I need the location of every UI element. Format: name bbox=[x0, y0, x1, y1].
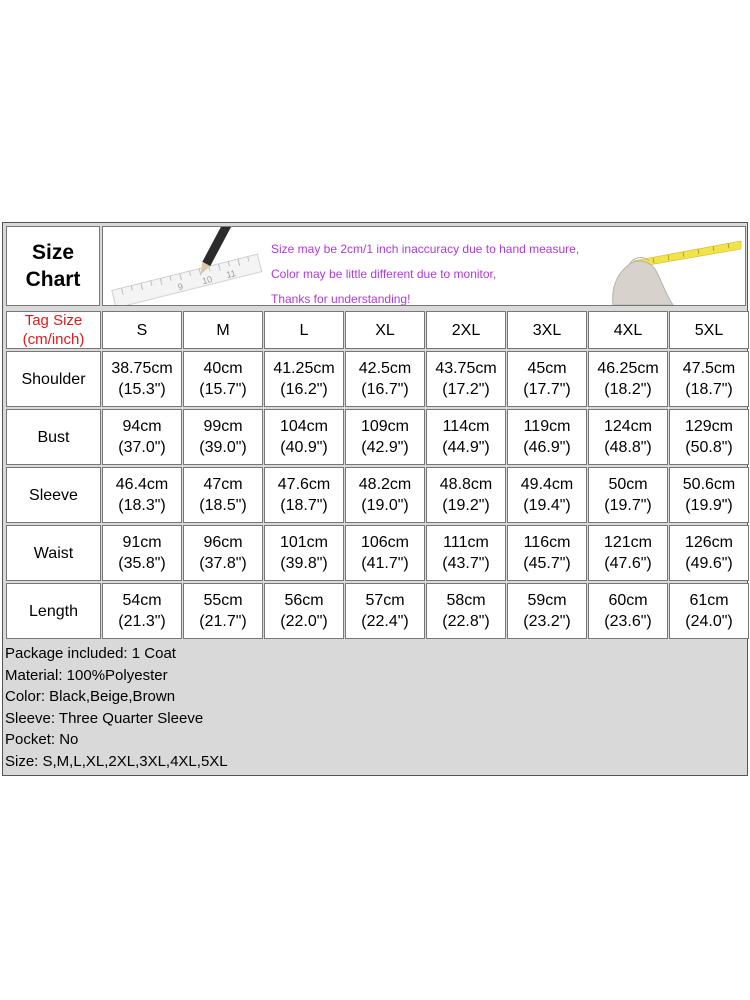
value-cm: 91cm bbox=[122, 534, 162, 551]
value-inch: (48.8") bbox=[604, 439, 652, 456]
value-cm: 45cm bbox=[527, 360, 567, 377]
measure-cell bbox=[102, 351, 182, 407]
measure-cell bbox=[669, 583, 749, 639]
value-inch: (19.7") bbox=[604, 497, 652, 514]
measure-cell bbox=[183, 583, 263, 639]
measure-row-waist bbox=[6, 525, 750, 583]
value-cm: 109cm bbox=[360, 418, 410, 435]
measure-cell bbox=[102, 525, 182, 581]
value-inch: (18.7") bbox=[685, 381, 733, 398]
info-pocket: Pocket: No bbox=[5, 731, 79, 748]
value-inch: (16.2") bbox=[280, 381, 328, 398]
measure-cell bbox=[426, 409, 506, 465]
note-color: Color may be little different due to monitor, bbox=[271, 267, 497, 281]
measure-cell bbox=[264, 467, 344, 523]
value-inch: (22.8") bbox=[442, 613, 490, 630]
measure-cell bbox=[426, 467, 506, 523]
tag-size-label bbox=[6, 311, 101, 349]
value-inch: (49.6") bbox=[685, 555, 733, 572]
value-cm: 48.2cm bbox=[358, 476, 412, 493]
value-inch: (23.6") bbox=[604, 613, 652, 630]
value-inch: (24.0") bbox=[685, 613, 733, 630]
value-cm: 57cm bbox=[365, 592, 405, 609]
value-cm: 50cm bbox=[608, 476, 648, 493]
measurement-banner bbox=[102, 226, 746, 306]
measure-cell bbox=[588, 351, 668, 407]
value-cm: 119cm bbox=[523, 418, 571, 435]
value-cm: 46.25cm bbox=[597, 360, 659, 377]
size-header-l: L bbox=[264, 311, 344, 349]
measure-cell bbox=[345, 467, 425, 523]
value-inch: (16.7") bbox=[361, 381, 409, 398]
ruler-number: 11 bbox=[225, 268, 237, 281]
measure-label: Shoulder bbox=[6, 351, 101, 407]
value-inch: (46.9") bbox=[523, 439, 571, 456]
chart-title-line-1: Size bbox=[31, 241, 75, 264]
value-cm: 101cm bbox=[279, 534, 329, 551]
value-inch: (19.4") bbox=[523, 497, 571, 514]
value-inch: (43.7") bbox=[442, 555, 490, 572]
value-inch: (39.8") bbox=[280, 555, 328, 572]
value-cm: 43.75cm bbox=[435, 360, 497, 377]
note-accuracy: Size may be 2cm/1 inch inaccuracy due to hand measure, bbox=[271, 242, 580, 256]
info-sleeve: Sleeve: Three Quarter Sleeve bbox=[5, 709, 204, 727]
value-cm: 54cm bbox=[122, 592, 162, 609]
measure-cell bbox=[183, 467, 263, 523]
value-cm: 99cm bbox=[203, 418, 243, 435]
measure-label: Waist bbox=[6, 525, 101, 581]
value-inch: (40.9") bbox=[280, 439, 328, 456]
measure-label: Length bbox=[6, 583, 101, 639]
value-inch: (37.0") bbox=[118, 439, 166, 456]
value-inch: (21.7") bbox=[199, 613, 247, 630]
value-cm: 96cm bbox=[203, 534, 243, 551]
measure-cell bbox=[183, 409, 263, 465]
measure-label: Bust bbox=[6, 409, 101, 465]
value-inch: (39.0") bbox=[199, 439, 247, 456]
value-inch: (21.3") bbox=[118, 613, 166, 630]
info-package: Package included: 1 Coat bbox=[5, 645, 176, 662]
hand-tape-illustration bbox=[603, 227, 743, 305]
value-cm: 41.25cm bbox=[273, 360, 335, 377]
value-cm: 59cm bbox=[527, 592, 567, 609]
measure-cell bbox=[345, 583, 425, 639]
measure-cell bbox=[588, 525, 668, 581]
chart-title bbox=[6, 226, 100, 306]
measure-row-bust bbox=[6, 409, 750, 467]
value-inch: (35.8") bbox=[118, 555, 166, 572]
size-header-4xl: 4XL bbox=[588, 311, 668, 349]
value-inch: (50.8") bbox=[685, 439, 733, 456]
ruler-number: 10 bbox=[201, 274, 214, 287]
value-cm: 94cm bbox=[122, 418, 162, 435]
size-header-2xl: 2XL bbox=[426, 311, 506, 349]
value-inch: (15.7") bbox=[199, 381, 247, 398]
measure-cell bbox=[345, 525, 425, 581]
measure-cell bbox=[507, 467, 587, 523]
measure-cell bbox=[264, 409, 344, 465]
size-header-xl: XL bbox=[345, 311, 425, 349]
value-cm: 116cm bbox=[523, 534, 571, 551]
info-sizes: Size: S,M,L,XL,2XL,3XL,4XL,5XL bbox=[5, 752, 228, 770]
measure-cell bbox=[345, 351, 425, 407]
measure-cell bbox=[588, 409, 668, 465]
measure-cell bbox=[669, 409, 749, 465]
value-cm: 111cm bbox=[443, 534, 489, 551]
info-material: Material: 100%Polyester bbox=[5, 666, 168, 684]
measure-cell bbox=[507, 351, 587, 407]
value-cm: 124cm bbox=[603, 418, 653, 435]
measure-cell bbox=[102, 409, 182, 465]
measure-cell bbox=[669, 525, 749, 581]
value-inch: (22.4") bbox=[361, 613, 409, 630]
value-cm: 56cm bbox=[284, 592, 324, 609]
measure-cell bbox=[588, 583, 668, 639]
value-cm: 47.6cm bbox=[277, 476, 331, 493]
tag-size-unit: (cm/inch) bbox=[22, 331, 85, 348]
value-cm: 47cm bbox=[203, 476, 243, 493]
value-cm: 48.8cm bbox=[439, 476, 493, 493]
value-inch: (15.3") bbox=[118, 381, 166, 398]
measure-cell bbox=[264, 583, 344, 639]
value-inch: (18.7") bbox=[280, 497, 328, 514]
value-inch: (19.2") bbox=[442, 497, 490, 514]
value-inch: (22.0") bbox=[280, 613, 328, 630]
value-cm: 104cm bbox=[279, 418, 329, 435]
info-color: Color: Black,Beige,Brown bbox=[5, 688, 176, 705]
value-cm: 46.4cm bbox=[115, 476, 169, 493]
value-inch: (47.6") bbox=[604, 555, 652, 572]
size-chart bbox=[2, 222, 748, 776]
measure-cell bbox=[345, 409, 425, 465]
value-cm: 60cm bbox=[608, 592, 648, 609]
chart-title-line-2: Chart bbox=[25, 268, 81, 291]
value-cm: 58cm bbox=[446, 592, 486, 609]
value-cm: 106cm bbox=[360, 534, 410, 551]
measure-cell bbox=[507, 583, 587, 639]
value-inch: (44.9") bbox=[442, 439, 490, 456]
value-inch: (41.7") bbox=[361, 555, 409, 572]
value-inch: (42.9") bbox=[361, 439, 409, 456]
value-cm: 114cm bbox=[442, 418, 490, 435]
size-header-s: S bbox=[102, 311, 182, 349]
value-cm: 121cm bbox=[603, 534, 653, 551]
value-inch: (23.2") bbox=[523, 613, 571, 630]
ruler-number: 9 bbox=[176, 281, 185, 293]
value-inch: (17.2") bbox=[442, 381, 490, 398]
size-header-3xl: 3XL bbox=[507, 311, 587, 349]
pencil-ruler-illustration bbox=[107, 227, 267, 305]
measure-cell bbox=[426, 583, 506, 639]
measure-cell bbox=[507, 525, 587, 581]
value-inch: (17.7") bbox=[523, 381, 571, 398]
size-header-5xl: 5XL bbox=[669, 311, 749, 349]
measure-cell bbox=[264, 525, 344, 581]
size-table bbox=[6, 311, 750, 641]
value-cm: 126cm bbox=[684, 534, 734, 551]
value-cm: 49.4cm bbox=[520, 476, 574, 493]
measure-cell bbox=[264, 351, 344, 407]
measure-cell bbox=[426, 525, 506, 581]
value-cm: 38.75cm bbox=[111, 360, 173, 377]
measure-cell bbox=[183, 525, 263, 581]
value-cm: 42.5cm bbox=[358, 360, 412, 377]
measure-cell bbox=[588, 467, 668, 523]
value-inch: (19.9") bbox=[685, 497, 733, 514]
value-cm: 50.6cm bbox=[682, 476, 736, 493]
measure-cell bbox=[669, 467, 749, 523]
measure-cell bbox=[102, 583, 182, 639]
value-inch: (19.0") bbox=[361, 497, 409, 514]
value-cm: 129cm bbox=[684, 418, 734, 435]
value-cm: 47.5cm bbox=[682, 360, 736, 377]
value-cm: 61cm bbox=[689, 592, 729, 609]
measure-cell bbox=[183, 351, 263, 407]
value-cm: 55cm bbox=[203, 592, 243, 609]
measure-row-length bbox=[6, 583, 750, 641]
banner-notes bbox=[271, 237, 579, 306]
measure-label: Sleeve bbox=[6, 467, 101, 523]
value-cm: 40cm bbox=[203, 360, 243, 377]
tag-size-text: Tag Size bbox=[24, 312, 83, 329]
value-inch: (18.3") bbox=[118, 497, 166, 514]
measure-cell bbox=[669, 351, 749, 407]
value-inch: (37.8") bbox=[199, 555, 247, 572]
measure-row-sleeve bbox=[6, 467, 750, 525]
value-inch: (18.5") bbox=[199, 497, 247, 514]
product-info bbox=[5, 643, 745, 772]
size-header-m: M bbox=[183, 311, 263, 349]
measure-cell bbox=[102, 467, 182, 523]
size-header-row bbox=[6, 311, 750, 351]
chart-header bbox=[3, 223, 747, 309]
measure-cell bbox=[426, 351, 506, 407]
note-thanks: Thanks for understanding! bbox=[271, 292, 411, 306]
measure-row-shoulder bbox=[6, 351, 750, 409]
value-inch: (45.7") bbox=[523, 555, 571, 572]
value-inch: (18.2") bbox=[604, 381, 652, 398]
measure-cell bbox=[507, 409, 587, 465]
